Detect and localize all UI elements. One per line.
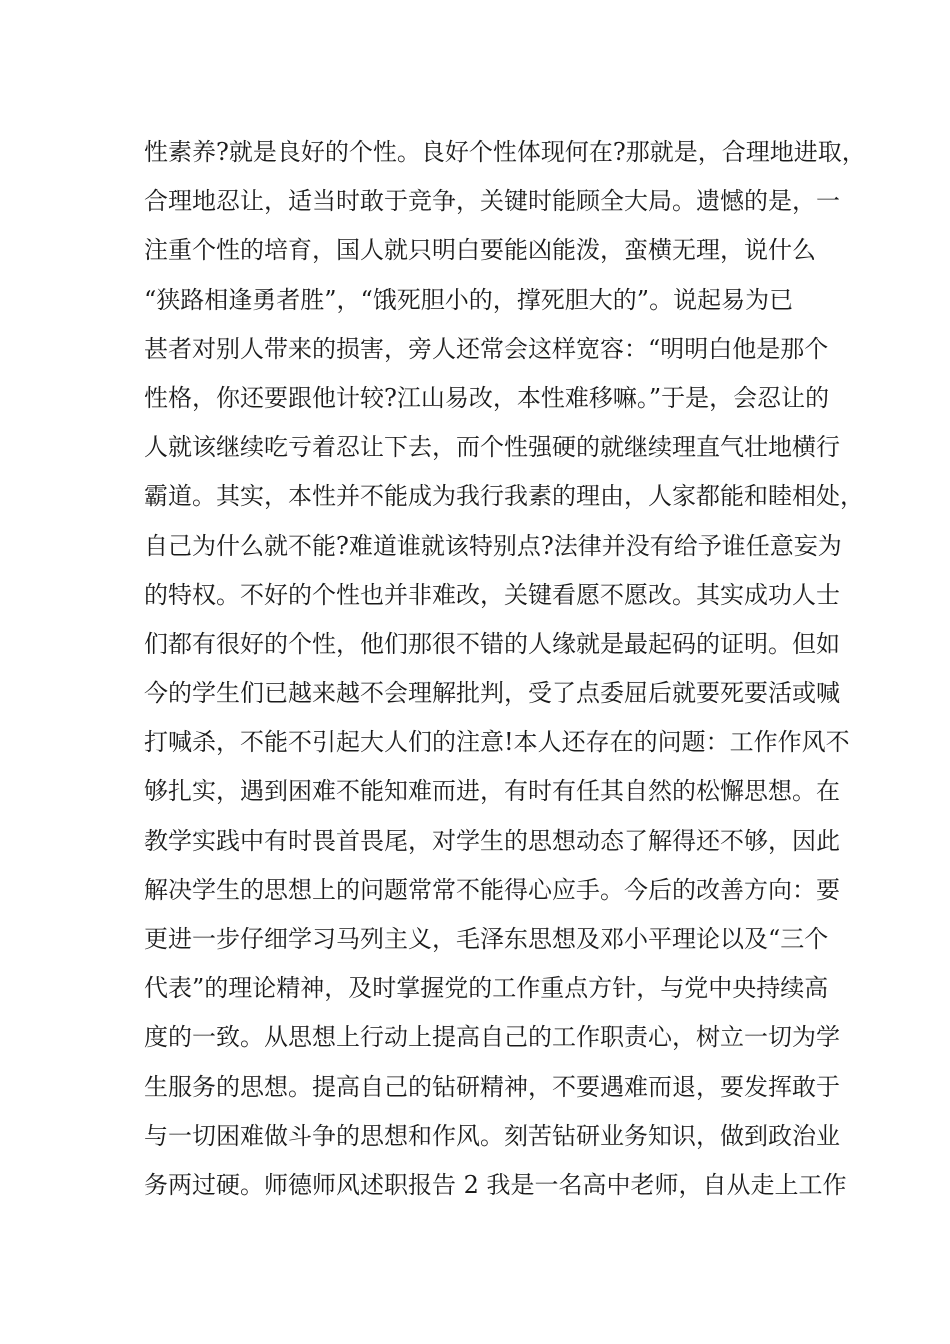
text-line: 们都有很好的个性，他们那很不错的人缘就是最起码的证明。但如 [144,629,840,658]
text-line: 更进一步仔细学习马列主义，毛泽东思想及邓小平理论以及“三个 [144,925,829,953]
text-line: 今的学生们已越来越不会理解批判，受了点委屈后就要死要活或喊 [144,679,840,708]
text-line: 度的一致。从思想上行动上提高自己的工作职责心，树立一切为学 [144,1023,840,1052]
text-line: “狭路相逢勇者胜”，“饿死胆小的，撑死胆大的”。说起易为已 [144,285,794,314]
body-text [144,128,866,1210]
text-line: 的特权。不好的个性也并非难改，关键看愿不愿改。其实成功人士 [144,580,840,609]
text-line: 性素养?就是良好的个性。良好个性体现何在?那就是，合理地进取， [144,138,866,166]
text-line: 甚者对别人带来的损害，旁人还常会这样宽容：“明明白他是那个 [144,334,829,363]
text-line: 够扎实，遇到困难不能知难而进，有时有任其自然的松懈思想。在 [144,777,840,806]
text-line: 合理地忍让，适当时敢于竞争，关键时能顾全大局。遗憾的是，一 [144,187,840,216]
text-line: 生服务的思想。提高自己的钻研精神，不要遇难而退，要发挥敢于 [144,1072,840,1101]
text-line: 自己为什么就不能?难道谁就该特别点?法律并没有给予谁任意妄为 [144,531,842,560]
text-line: 打喊杀，不能不引起大人们的注意!本人还存在的问题：工作作风不 [144,728,850,757]
text-line: 性格，你还要跟他计较?江山易改，本性难移嘛。”于是，会忍让的 [144,383,830,412]
text-line: 解决学生的思想上的问题常常不能得心应手。今后的改善方向：要 [144,875,840,904]
text-line: 霸道。其实，本性并不能成为我行我素的理由，人家都能和睦相处， [144,482,864,511]
text-line: 代表”的理论精神，及时掌握党的工作重点方针，与党中央持续高 [144,974,829,1003]
text-line: 务两过硬。师德师风述职报告 2 我是一名高中老师，自从走上工作 [144,1170,847,1199]
text-line: 人就该继续吃亏着忍让下去，而个性强硬的就继续理直气壮地横行 [144,433,840,462]
text-line: 教学实践中有时畏首畏尾，对学生的思想动态了解得还不够，因此 [144,826,840,855]
text-line: 注重个性的培育，国人就只明白要能凶能泼，蛮横无理，说什么 [144,236,816,265]
text-line: 与一切困难做斗争的思想和作风。刻苦钻研业务知识，做到政治业 [144,1121,840,1150]
